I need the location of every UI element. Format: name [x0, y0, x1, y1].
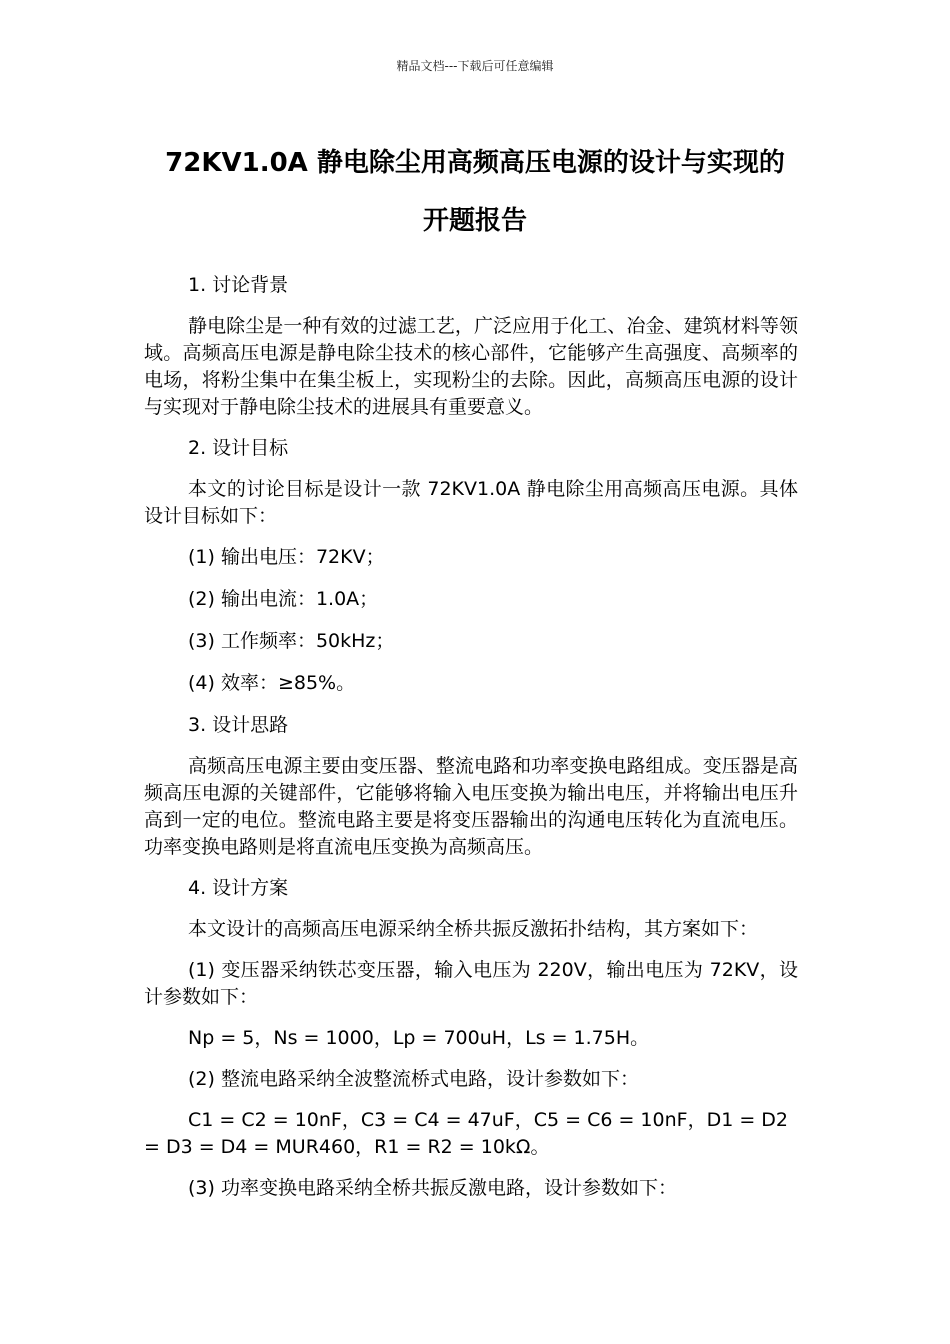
section-2-paragraph: 本文的讨论目标是设计一款 72KV1.0A 静电除尘用高频高压电源。具体设计目标如下： [144, 478, 798, 527]
header-note: 精品文档---下载后可任意编辑 [396, 59, 554, 73]
goal-item-2: (2) 输出电流：1.0A； [188, 588, 379, 610]
scheme-param-2: C1 = C2 = 10nF，C3 = C4 = 47uF，C5 = C6 = 10nF，D1 = D2 = D3 = D4 = MUR460，R1 = R2 = 10kΩ。 [144, 1109, 789, 1158]
scheme-item-3: (3) 功率变换电路采纳全桥共振反激电路，设计参数如下： [188, 1177, 677, 1199]
goal-item-3: (3) 工作频率：50kHz； [188, 630, 395, 652]
section-2-heading: 2. 设计目标 [188, 437, 289, 459]
goal-item-1: (1) 输出电压：72KV； [188, 546, 385, 568]
title-line-1: 72KV1.0A 静电除尘用高频高压电源的设计与实现的 [165, 148, 785, 178]
document-body [144, 272, 798, 1216]
document-title [120, 134, 830, 250]
section-4-heading: 4. 设计方案 [188, 877, 289, 899]
scheme-item-2: (2) 整流电路采纳全波整流桥式电路，设计参数如下： [188, 1068, 639, 1090]
scheme-param-1: Np = 5，Ns = 1000，Lp = 700uH，Ls = 1.75H。 [188, 1027, 650, 1049]
section-4-paragraph: 本文设计的高频高压电源采纳全桥共振反激拓扑结构，其方案如下： [188, 918, 759, 940]
section-1-paragraph: 静电除尘是一种有效的过滤工艺，广泛应用于化工、冶金、建筑材料等领域。高频高压电源是静电除尘技术的核心部件，它能够产生高强度、高频率的电场，将粉尘集中在集尘板上，实现粉尘的去除。因此，高频高压电源的设计与实现对于静电除尘技术的进展具有重要意义。 [144, 315, 798, 418]
section-3-heading: 3. 设计思路 [188, 714, 289, 736]
scheme-item-1: (1) 变压器采纳铁芯变压器，输入电压为 220V，输出电压为 72KV，设计参数如下： [144, 959, 798, 1008]
goal-item-4: (4) 效率：≥85%。 [188, 672, 356, 694]
section-1-heading: 1. 讨论背景 [188, 274, 289, 296]
section-3-paragraph: 高频高压电源主要由变压器、整流电路和功率变换电路组成。变压器是高频高压电源的关键部件，它能够将输入电压变换为输出电压，并将输出电压升高到一定的电位。整流电路主要是将变压器输出的沟通电压转化为直流电压。功率变换电路则是将直流电压变换为高频高压。 [144, 755, 798, 858]
title-line-2: 开题报告 [422, 206, 527, 236]
